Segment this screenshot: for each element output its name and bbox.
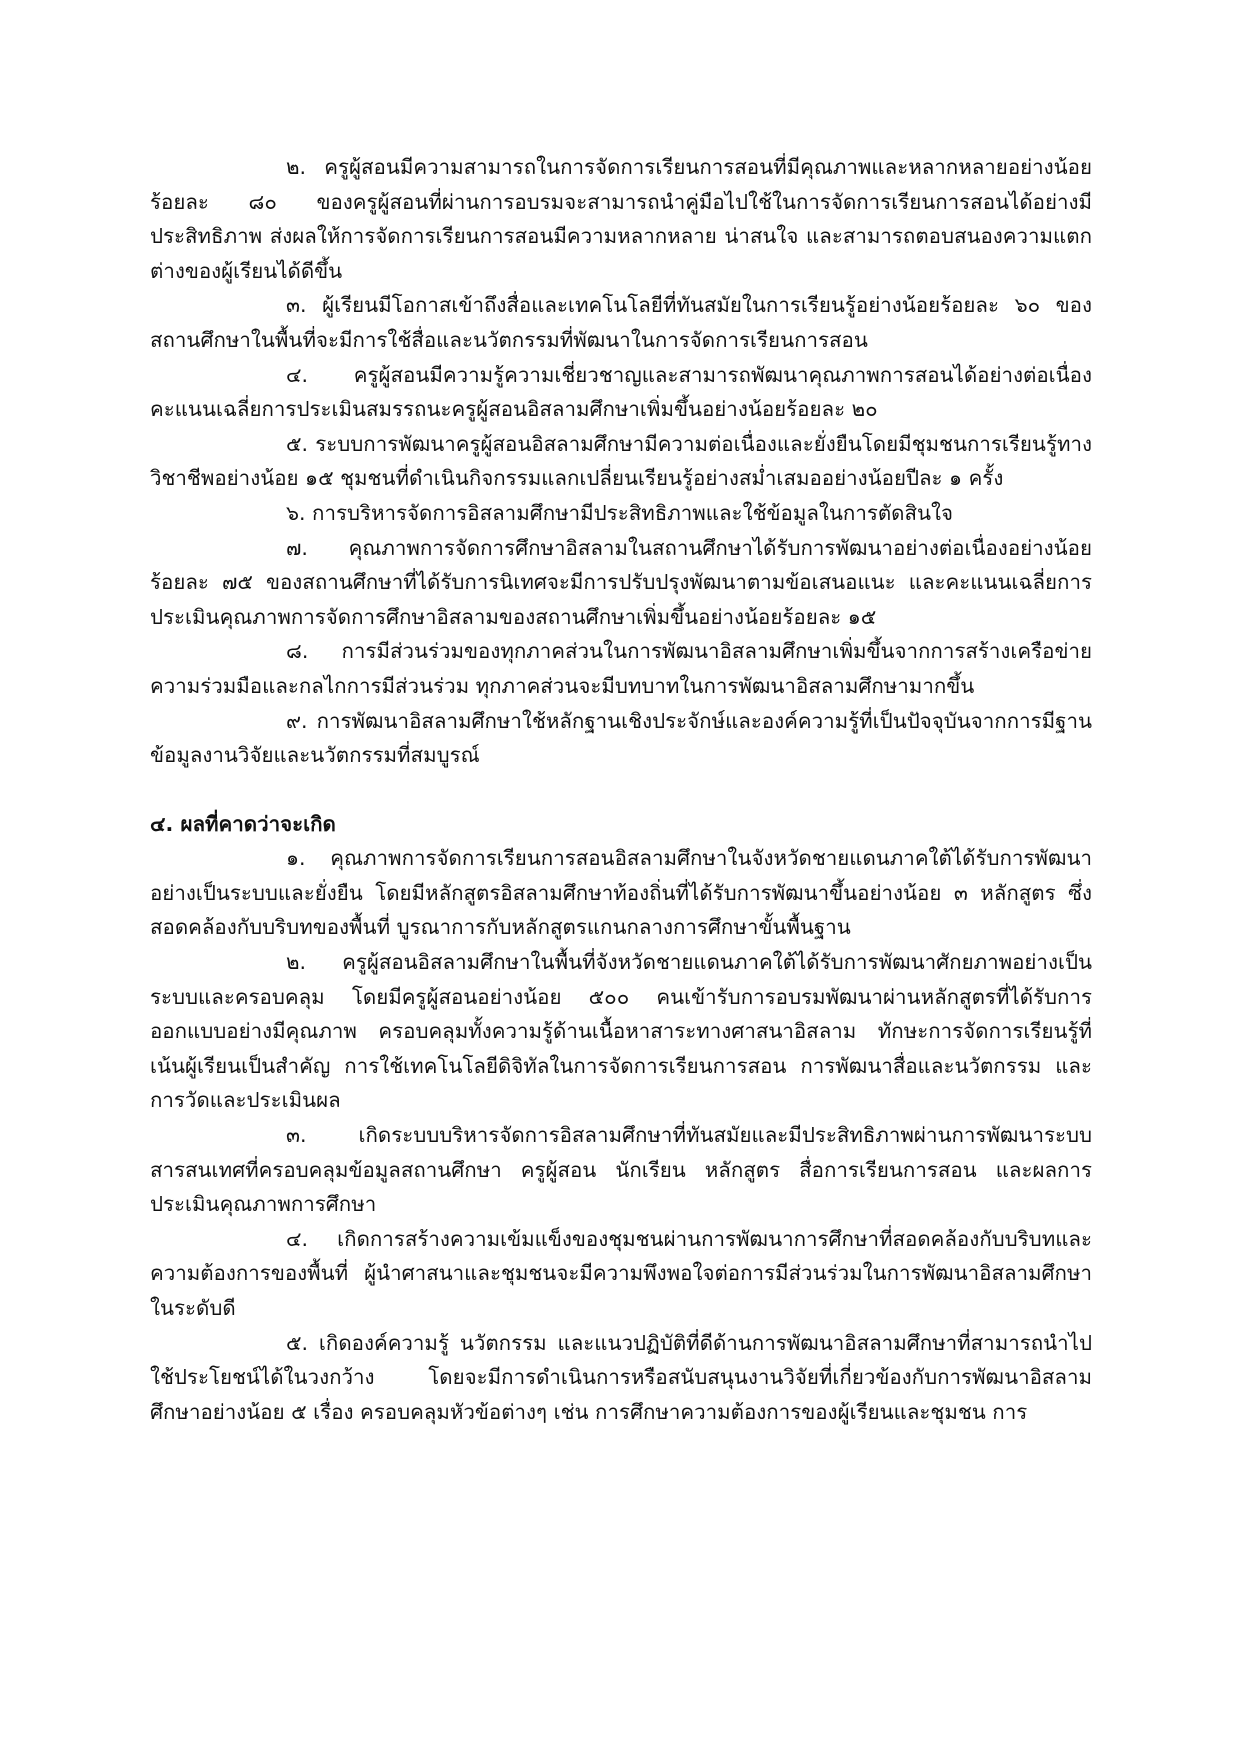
section-heading-expected-results: ๔. ผลที่คาดว่าจะเกิด	[150, 811, 336, 836]
goal-item-9: ๙. การพัฒนาอิสลามศึกษาใช้หลักฐานเชิงประจักษ์และองค์ความรู้ที่เป็นปัจจุบันจากการมีฐานข้อมูลงานวิจัยและนวัตกรรมที่สมบูรณ์	[150, 708, 1092, 768]
goal-item-6: ๖. การบริหารจัดการอิสลามศึกษามีประสิทธิภาพและใช้ข้อมูลในการตัดสินใจ	[286, 500, 954, 525]
goal-item-5: ๕. ระบบการพัฒนาครูผู้สอนอิสลามศึกษามีความต่อเนื่องและยั่งยืนโดยมีชุมชนการเรียนรู้ทางวิชาชีพอย่างน้อย ๑๕ ชุมชนที่ดำเนินกิจกรรมแลกเปลี่ยนเรียนรู้อย่างสม่ำเสมออย่างน้อยปีละ ๑ ครั้ง	[150, 431, 1092, 491]
expected-result-item-3: ๓. เกิดระบบบริหารจัดการอิสลามศึกษาที่ทันสมัยและมีประสิทธิภาพผ่านการพัฒนาระบบสารสนเทศที่ครอบคลุมข้อมูลสถานศึกษา ครูผู้สอน นักเรียน หลักสูตร สื่อการเรียนการสอน และผลการประเมินคุณภาพการศึกษา	[150, 1123, 1092, 1217]
goal-item-8: ๘. การมีส่วนร่วมของทุกภาคส่วนในการพัฒนาอิสลามศึกษาเพิ่มขึ้นจากการสร้างเครือข่ายความร่วมมือและกลไกการมีส่วนร่วม ทุกภาคส่วนจะมีบทบาทในการพัฒนาอิสลามศึกษามากขึ้น	[150, 639, 1092, 698]
goal-item-7: ๗. คุณภาพการจัดการศึกษาอิสลามในสถานศึกษาได้รับการพัฒนาอย่างต่อเนื่องอย่างน้อยร้อยละ ๗๕ ของสถานศึกษาที่ได้รับการนิเทศจะมีการปรับปรุงพัฒนาตามข้อเสนอแนะ และคะแนนเฉลี่ยการประเมินคุณภาพการจัดการศึกษาอิสลามของสถานศึกษาเพิ่มขึ้นอย่างน้อยร้อยละ ๑๕	[150, 535, 1092, 629]
goal-item-4: ๔. ครูผู้สอนมีความรู้ความเชี่ยวชาญและสามารถพัฒนาคุณภาพการสอนได้อย่างต่อเนื่อง คะแนนเฉลี่ยการประเมินสมรรถนะครูผู้สอนอิสลามศึกษาเพิ่มขึ้นอย่างน้อยร้อยละ ๒๐	[150, 362, 1092, 422]
goal-item-3: ๓. ผู้เรียนมีโอกาสเข้าถึงสื่อและเทคโนโลยีที่ทันสมัยในการเรียนรู้อย่างน้อยร้อยละ ๖๐ ของสถานศึกษาในพื้นที่จะมีการใช้สื่อและนวัตกรรมที่พัฒนาในการจัดการเรียนการสอน	[150, 293, 1092, 352]
expected-result-item-2: ๒. ครูผู้สอนอิสลามศึกษาในพื้นที่จังหวัดชายแดนภาคใต้ได้รับการพัฒนาศักยภาพอย่างเป็นระบบและครอบคลุม โดยมีครูผู้สอนอย่างน้อย ๕๐๐ คนเข้ารับการอบรมพัฒนาผ่านหลักสูตรที่ได้รับการออกแบบอย่างมีคุณภาพ ครอบคลุมทั้งความรู้ด้านเนื้อหาสาระทางศาสนาอิสลาม ทักษะการจัดการเรียนรู้ที่เน้นผู้เรียนเป็นสำคัญ การใช้เทคโนโลยีดิจิทัลในการจัดการเรียนการสอน การพัฒนาสื่อและนวัตกรรม และการวัดและประเมินผล	[150, 950, 1092, 1113]
expected-result-item-4: ๔. เกิดการสร้างความเข้มแข็งของชุมชนผ่านการพัฒนาการศึกษาที่สอดคล้องกับบริบทและความต้องการของพื้นที่ ผู้นำศาสนาและชุมชนจะมีความพึงพอใจต่อการมีส่วนร่วมในการพัฒนาอิสลามศึกษาในระดับดี	[150, 1226, 1092, 1320]
expected-result-item-1: ๑. คุณภาพการจัดการเรียนการสอนอิสลามศึกษาในจังหวัดชายแดนภาคใต้ได้รับการพัฒนาอย่างเป็นระบบและยั่งยืน โดยมีหลักสูตรอิสลามศึกษาท้องถิ่นที่ได้รับการพัฒนาขึ้นอย่างน้อย ๓ หลักสูตร ซึ่งสอดคล้องกับบริบทของพื้นที่ บูรณาการกับหลักสูตรแกนกลางการศึกษาขั้นพื้นฐาน	[150, 846, 1092, 940]
goal-item-2: ๒. ครูผู้สอนมีความสามารถในการจัดการเรียนการสอนที่มีคุณภาพและหลากหลายอย่างน้อยร้อยละ ๘๐ ของครูผู้สอนที่ผ่านการอบรมจะสามารถนำคู่มือไปใช้ในการจัดการเรียนการสอนได้อย่างมีประสิทธิภาพ ส่งผลให้การจัดการเรียนการสอนมีความหลากหลาย น่าสนใจ และสามารถตอบสนองความแตกต่างของผู้เรียนได้ดีขึ้น	[150, 155, 1092, 283]
expected-result-item-5: ๕. เกิดองค์ความรู้ นวัตกรรม และแนวปฏิบัติที่ดีด้านการพัฒนาอิสลามศึกษาที่สามารถนำไปใช้ประโยชน์ได้ในวงกว้าง โดยจะมีการดำเนินการหรือสนับสนุนงานวิจัยที่เกี่ยวข้องกับการพัฒนาอิสลามศึกษาอย่างน้อย ๕ เรื่อง ครอบคลุมหัวข้อต่างๆ เช่น การศึกษาความต้องการของผู้เรียนและชุมชน การ	[150, 1330, 1092, 1424]
document-page	[150, 150, 1092, 1429]
